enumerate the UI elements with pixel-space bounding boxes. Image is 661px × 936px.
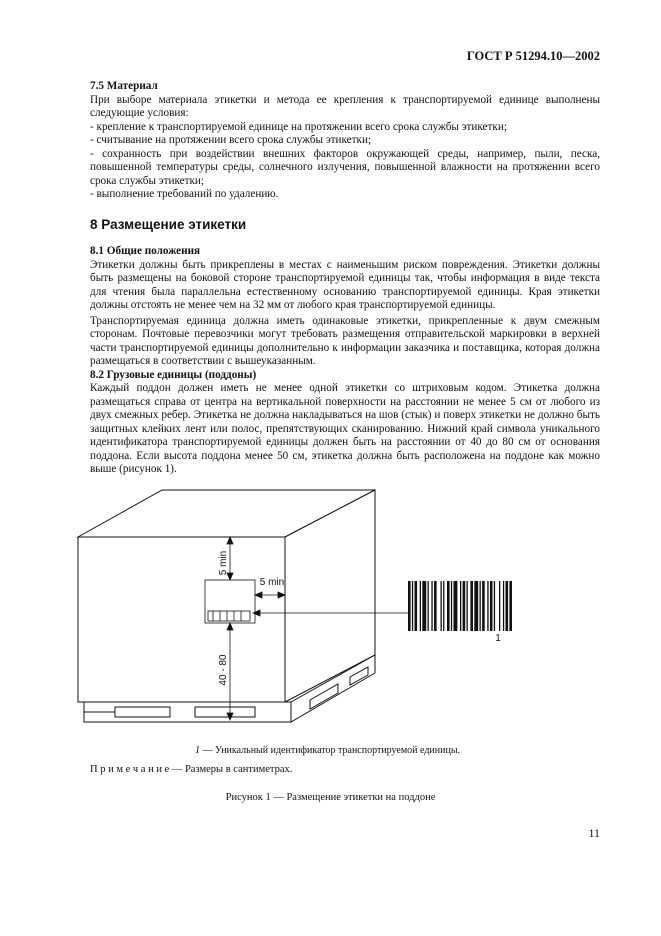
barcode-bar <box>451 581 452 631</box>
section-7-5-title: 7.5 Материал <box>90 80 158 92</box>
section-8-2-title: 8.2 Грузовые единицы (поддоны) <box>90 368 257 381</box>
standard-number: ГОСТ Р 51294.10—2002 <box>466 49 600 63</box>
barcode-bar <box>499 581 500 631</box>
section-8-1-paragraph-2: Транспортируемая единица должна иметь одинаковые этикетки, прикрепленные к двум смежным сторонам. Почтовые перевозчики могут требовать размещения отправительской маркировки в верхней части транспортируемой единицы дополнительно к информации заказчика и поставщика, которая должна размещаться в соответствии с вышеуказанным. <box>90 314 600 367</box>
barcode-bar <box>490 581 493 631</box>
label-height-dimension: 40 - 80 <box>218 654 229 686</box>
barcode <box>408 581 512 631</box>
list-item-reading: - считывание на протяжении всего срока службы этикетки; <box>90 134 372 146</box>
section-8-title: 8 Размещение этикетки <box>90 216 247 232</box>
barcode-bar <box>460 581 461 631</box>
barcode-bar <box>467 581 468 631</box>
legend-text: — Уникальный идентификатор транспортируемой единицы. <box>200 745 461 756</box>
list-item-removal: - выполнение требований по удалению. <box>90 188 279 200</box>
barcode-callout-number: 1 <box>495 633 501 644</box>
barcode-bar <box>412 581 413 631</box>
label-top-dimension: 5 min <box>218 550 229 576</box>
barcode-bar <box>447 581 450 631</box>
section-8-1-title: 8.1 Общие положения <box>90 245 201 257</box>
barcode-bar <box>494 581 495 631</box>
figure-caption: Рисунок 1 — Размещение этикетки на поддоне <box>225 792 436 803</box>
section-8-2-paragraph-1: Каждый поддон должен иметь не менее одной этикетки со штриховым кодом. Этикетка должна размещаться справа от центра на вертикальной поверхности на расстоянии не менее 5 см от любого из двух смежных ребер. Этикетка не должна накладываться на шов (стык) и поверх этикетки не должно быть защитных клейких лент или полос, препятствующих сканированию. Нижний край символа уникального идентификатора транспортируемой единицы должен быть на расстоянии от 40 до 80 см от основания поддона. Если высота поддона менее 50 см, этикетка должна быть расположена на поддоне как можно выше (рисунок 1). <box>90 382 600 475</box>
barcode-bar <box>408 581 411 631</box>
barcode-bar <box>506 581 509 631</box>
barcode-bar <box>415 581 418 631</box>
label-side-dimension: 5 min <box>259 577 285 588</box>
barcode-bar <box>470 581 473 631</box>
barcode-bar <box>509 581 512 631</box>
barcode-bar <box>482 581 485 631</box>
barcode-bar <box>422 581 426 631</box>
pallet-figure <box>70 485 610 740</box>
barcode-bar <box>474 581 478 631</box>
section-8-1-paragraph-1: Этикетки должны быть прикреплены в местах с наименьшим риском повреждения. Этикетки должны быть размещены на боковой стороне транспортируемой единицы так, чтобы информация в виде текста для чтения была параллельна естественному основанию транспортируемой единицы. Края этикетки должны отстоять не менее чем на 32 мм от любого края транспортируемой единицы. <box>90 258 600 311</box>
section-7-5-intro: При выборе материала этикетки и метода ее крепления к транспортируемой единице выполнены следующие условия: <box>90 93 600 119</box>
barcode-bar <box>443 581 444 631</box>
box-front-face <box>78 537 285 702</box>
barcode-bar <box>441 581 442 631</box>
barcode-bar <box>454 581 458 631</box>
barcode-bar <box>487 581 488 631</box>
figure-legend <box>195 745 460 756</box>
barcode-bar <box>480 581 481 631</box>
legend-number: 1 <box>195 745 200 756</box>
barcode-bar <box>428 581 429 631</box>
figure-note: П р и м е ч а н и е — Размеры в сантиметрах. <box>90 764 293 775</box>
barcode-bar <box>434 581 437 631</box>
list-item-durability: - сохранность при воздействии внешних факторов окружающей среды, например, пыли, песка, повышенной температуры среды, солнечного излучения, повышенной влажности на протяжении всего срока службы этикетки; <box>90 147 600 187</box>
barcode-bar <box>420 581 421 631</box>
document-body <box>90 80 600 477</box>
page-number: 11 <box>588 826 600 840</box>
list-item-attachment: - крепление к транспортируемой единице на протяжении всего срока службы этикетки; <box>90 120 507 133</box>
barcode-bar <box>463 581 466 631</box>
barcode-bar <box>431 581 432 631</box>
barcode-bar <box>503 581 504 631</box>
